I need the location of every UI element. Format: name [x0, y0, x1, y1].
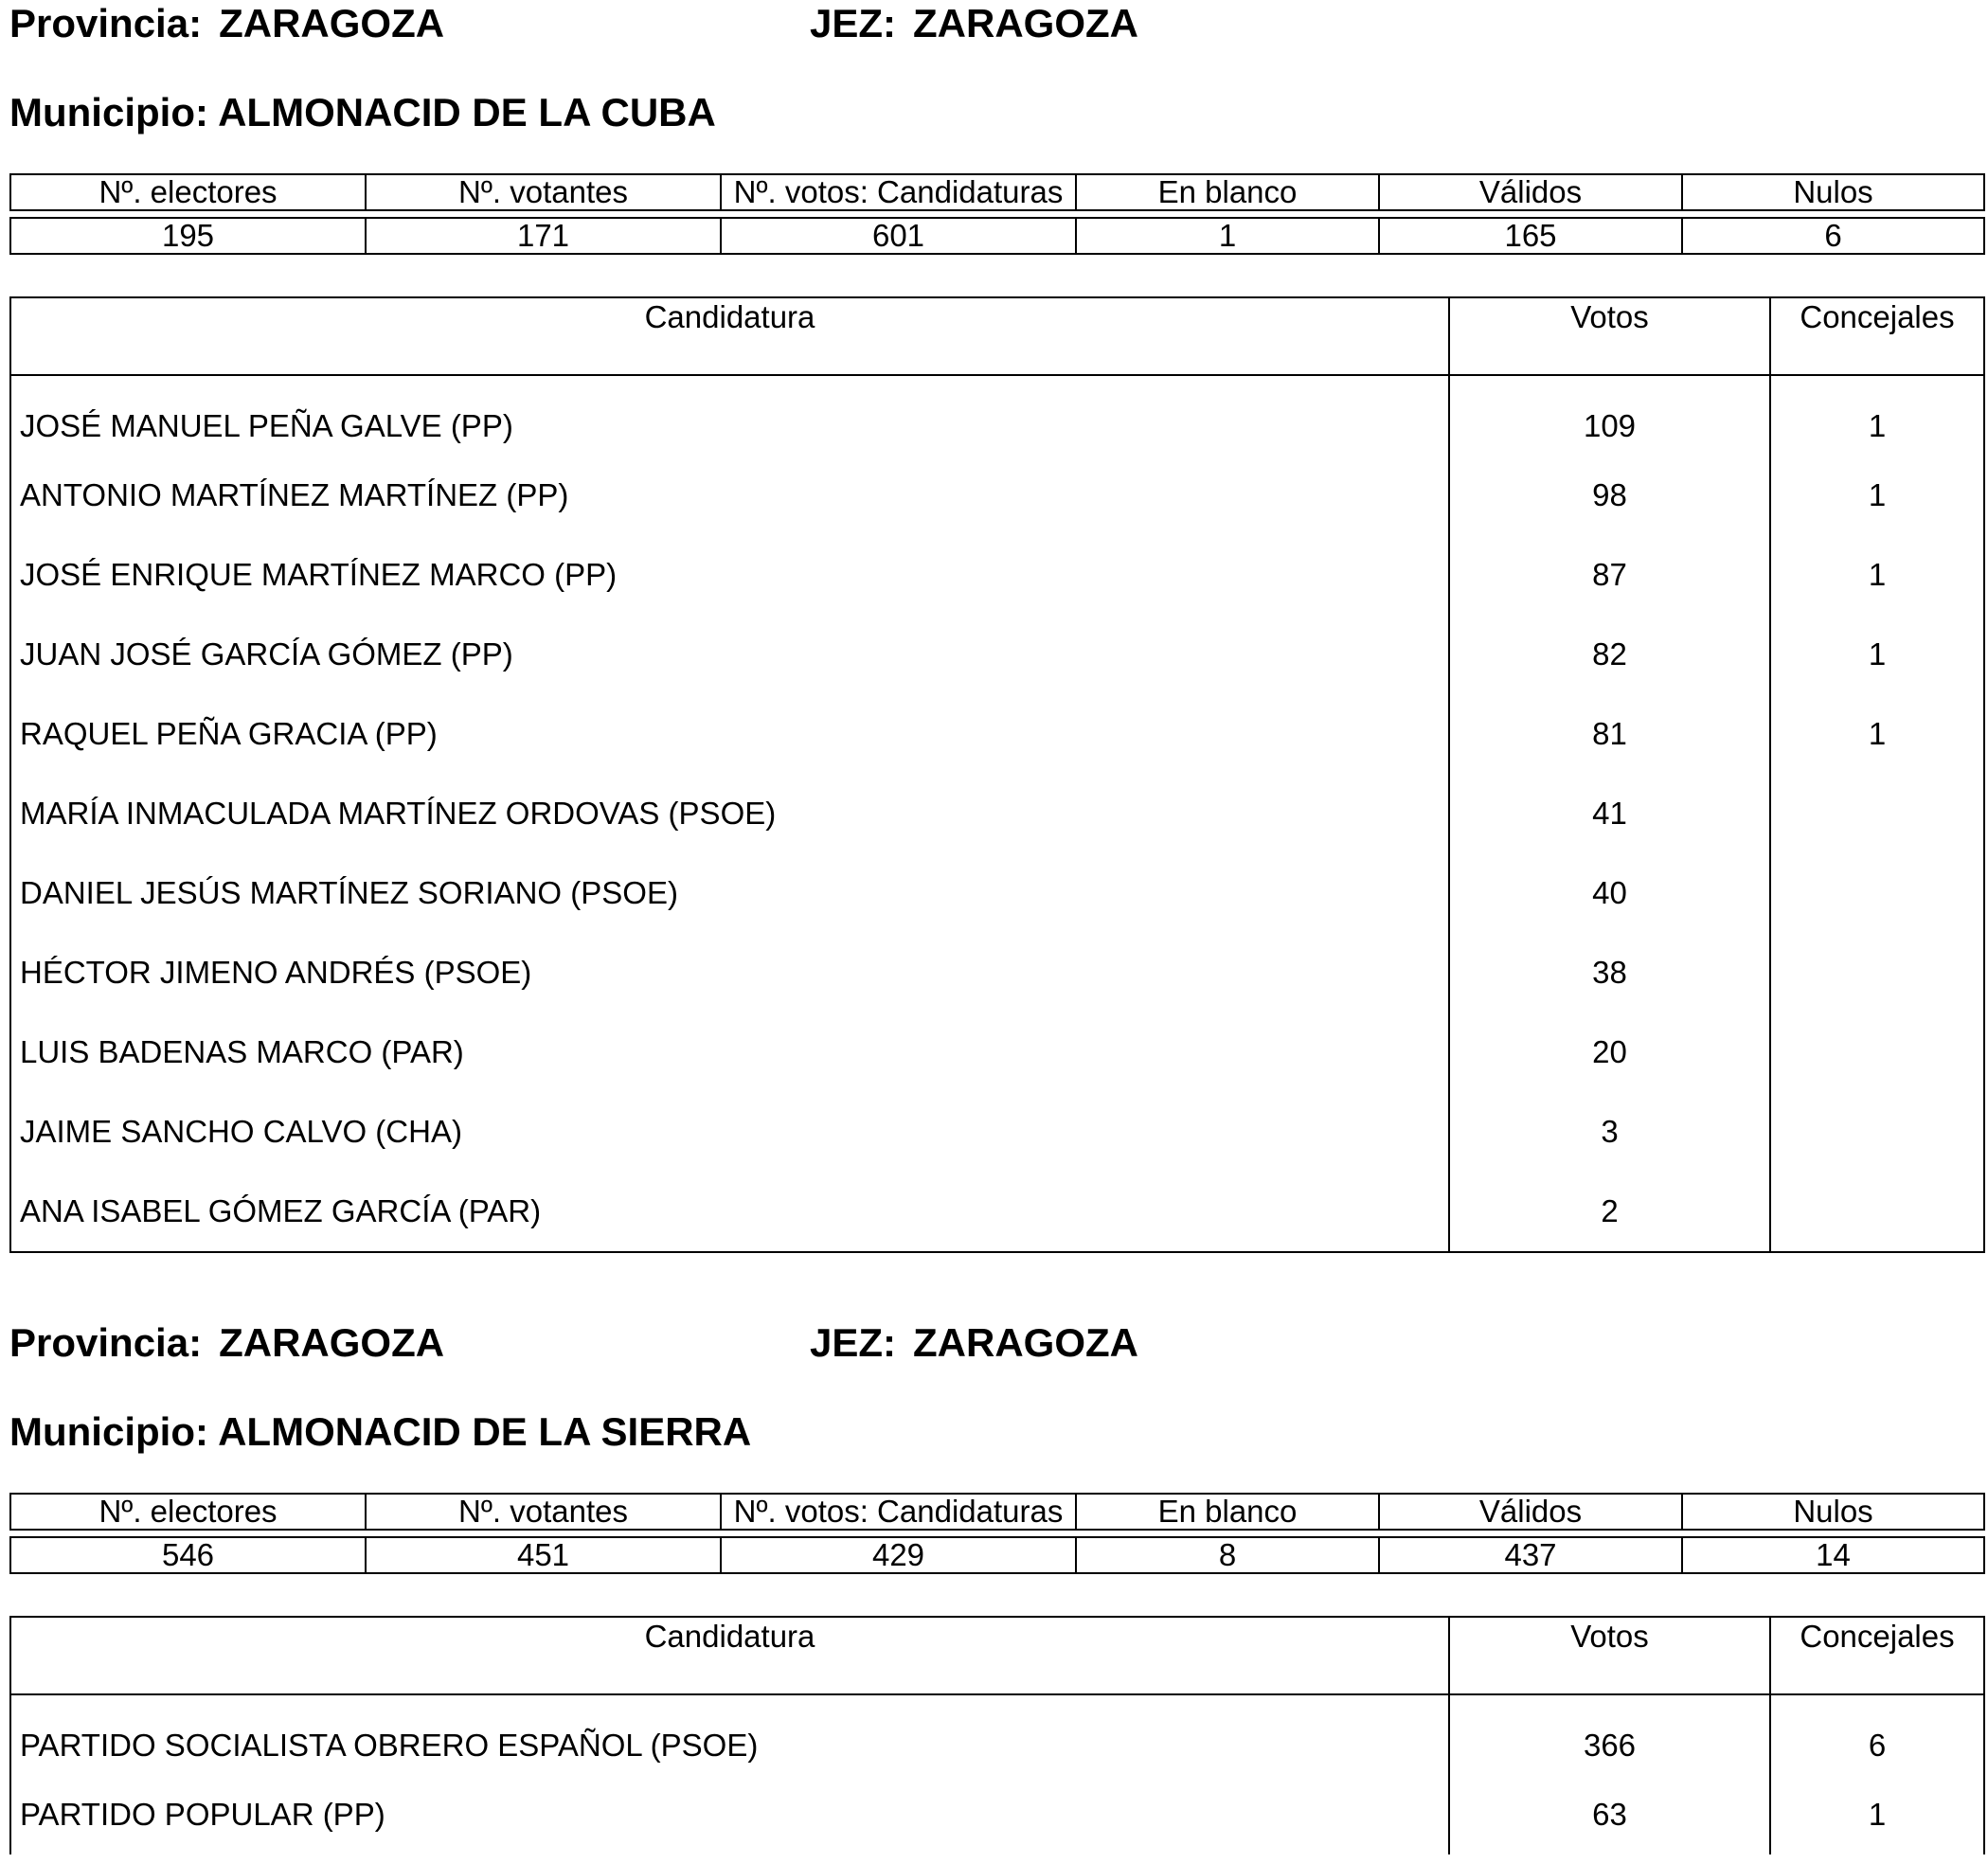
jez-label: JEZ:	[810, 1320, 897, 1365]
jez-value: ZARAGOZA	[913, 1320, 1138, 1365]
candidates-header-cell: Candidatura	[10, 297, 1449, 375]
candidate-row	[10, 1012, 1984, 1092]
stats-header-cell: Nº. votos: Candidaturas	[721, 174, 1076, 210]
stats-value-cell: 1	[1076, 218, 1379, 254]
candidate-row	[10, 1694, 1984, 1775]
stats-value-cell: 6	[1682, 218, 1984, 254]
municipio-value: ALMONACID DE LA SIERRA	[218, 1409, 752, 1454]
stats-value-cell: 195	[10, 218, 366, 254]
stats-header-cell: Válidos	[1379, 174, 1682, 210]
candidate-councillors: 1	[1770, 535, 1984, 615]
stats-value-row	[10, 218, 1984, 254]
stats-header-cell: Nulos	[1682, 1494, 1984, 1530]
stats-header-cell: Nº. electores	[10, 174, 366, 210]
jez-heading	[810, 1320, 1138, 1365]
stats-header-cell: Nº. votos: Candidaturas	[721, 1494, 1076, 1530]
municipio-heading	[9, 1409, 752, 1454]
stats-header-cell: Nº. votantes	[366, 174, 721, 210]
candidate-councillors: 6	[1770, 1694, 1984, 1775]
municipio-label: Municipio:	[9, 1409, 208, 1454]
stats-table	[9, 173, 1985, 255]
candidate-row	[10, 615, 1984, 694]
candidates-header-cell: Votos	[1449, 297, 1770, 375]
candidate-councillors: 1	[1770, 694, 1984, 774]
candidate-votes: 98	[1449, 456, 1770, 535]
provincia-label: Provincia:	[9, 1, 203, 45]
candidate-votes: 41	[1449, 774, 1770, 853]
stats-value-cell: 8	[1076, 1537, 1379, 1573]
candidate-votes: 63	[1449, 1775, 1770, 1854]
candidate-councillors	[1770, 853, 1984, 933]
candidate-votes: 20	[1449, 1012, 1770, 1092]
provincia-heading	[9, 1320, 445, 1365]
candidate-votes: 2	[1449, 1172, 1770, 1252]
provincia-label: Provincia:	[9, 1320, 203, 1365]
stats-header-cell: Válidos	[1379, 1494, 1682, 1530]
candidate-name: JUAN JOSÉ GARCÍA GÓMEZ (PP)	[10, 615, 1449, 694]
candidate-councillors: 1	[1770, 375, 1984, 456]
municipio-heading	[9, 90, 716, 134]
candidate-votes: 87	[1449, 535, 1770, 615]
candidate-row	[10, 456, 1984, 535]
candidate-name: RAQUEL PEÑA GRACIA (PP)	[10, 694, 1449, 774]
stats-header-row	[10, 174, 1984, 210]
candidate-name: JAIME SANCHO CALVO (CHA)	[10, 1092, 1449, 1172]
provincia-heading	[9, 1, 445, 45]
candidate-row	[10, 853, 1984, 933]
candidate-name: JOSÉ ENRIQUE MARTÍNEZ MARCO (PP)	[10, 535, 1449, 615]
candidate-votes: 40	[1449, 853, 1770, 933]
stats-value-cell: 546	[10, 1537, 366, 1573]
candidate-row	[10, 375, 1984, 456]
candidate-councillors	[1770, 1172, 1984, 1252]
stats-table	[9, 1493, 1985, 1574]
provincia-value: ZARAGOZA	[219, 1320, 445, 1365]
candidates-header-cell: Concejales	[1770, 297, 1984, 375]
candidate-row	[10, 694, 1984, 774]
candidate-councillors	[1770, 1092, 1984, 1172]
candidate-name: MARÍA INMACULADA MARTÍNEZ ORDOVAS (PSOE)	[10, 774, 1449, 853]
candidate-name: PARTIDO SOCIALISTA OBRERO ESPAÑOL (PSOE)	[10, 1694, 1449, 1775]
candidate-row	[10, 774, 1984, 853]
provincia-value: ZARAGOZA	[219, 1, 445, 45]
candidate-name: DANIEL JESÚS MARTÍNEZ SORIANO (PSOE)	[10, 853, 1449, 933]
candidate-row	[10, 933, 1984, 1012]
jez-value: ZARAGOZA	[913, 1, 1138, 45]
stats-value-cell: 171	[366, 218, 721, 254]
stats-value-cell: 601	[721, 218, 1076, 254]
candidates-header-cell: Votos	[1449, 1617, 1770, 1694]
candidate-councillors	[1770, 933, 1984, 1012]
candidate-name: LUIS BADENAS MARCO (PAR)	[10, 1012, 1449, 1092]
stats-value-cell: 437	[1379, 1537, 1682, 1573]
stats-header-cell: En blanco	[1076, 1494, 1379, 1530]
jez-label: JEZ:	[810, 1, 897, 45]
stats-header-row	[10, 1494, 1984, 1530]
candidate-councillors: 1	[1770, 1775, 1984, 1854]
candidate-votes: 82	[1449, 615, 1770, 694]
candidate-votes: 3	[1449, 1092, 1770, 1172]
candidate-councillors: 1	[1770, 615, 1984, 694]
candidate-row	[10, 1172, 1984, 1252]
candidate-row	[10, 1775, 1984, 1854]
stats-header-cell: Nulos	[1682, 174, 1984, 210]
stats-header-cell: Nº. electores	[10, 1494, 366, 1530]
candidate-name: PARTIDO POPULAR (PP)	[10, 1775, 1449, 1854]
candidates-header-row	[10, 297, 1984, 375]
stats-value-cell: 165	[1379, 218, 1682, 254]
stats-value-cell: 14	[1682, 1537, 1984, 1573]
candidate-votes: 81	[1449, 694, 1770, 774]
jez-heading	[810, 1, 1138, 45]
candidate-votes: 366	[1449, 1694, 1770, 1775]
candidate-row	[10, 535, 1984, 615]
candidates-header-cell: Candidatura	[10, 1617, 1449, 1694]
candidate-row	[10, 1092, 1984, 1172]
candidate-name: ANTONIO MARTÍNEZ MARTÍNEZ (PP)	[10, 456, 1449, 535]
candidates-table	[9, 296, 1985, 1253]
stats-value-cell: 429	[721, 1537, 1076, 1573]
candidate-councillors: 1	[1770, 456, 1984, 535]
stats-value-row	[10, 1537, 1984, 1573]
candidate-votes: 38	[1449, 933, 1770, 1012]
municipio-value: ALMONACID DE LA CUBA	[218, 90, 716, 134]
candidate-votes: 109	[1449, 375, 1770, 456]
candidates-header-cell: Concejales	[1770, 1617, 1984, 1694]
candidate-councillors	[1770, 1012, 1984, 1092]
municipio-label: Municipio:	[9, 90, 208, 134]
candidates-header-row	[10, 1617, 1984, 1694]
candidate-name: HÉCTOR JIMENO ANDRÉS (PSOE)	[10, 933, 1449, 1012]
candidate-name: JOSÉ MANUEL PEÑA GALVE (PP)	[10, 375, 1449, 456]
stats-header-cell: Nº. votantes	[366, 1494, 721, 1530]
candidate-councillors	[1770, 774, 1984, 853]
stats-value-cell: 451	[366, 1537, 721, 1573]
candidates-table	[9, 1616, 1985, 1854]
candidate-name: ANA ISABEL GÓMEZ GARCÍA (PAR)	[10, 1172, 1449, 1252]
stats-header-cell: En blanco	[1076, 174, 1379, 210]
